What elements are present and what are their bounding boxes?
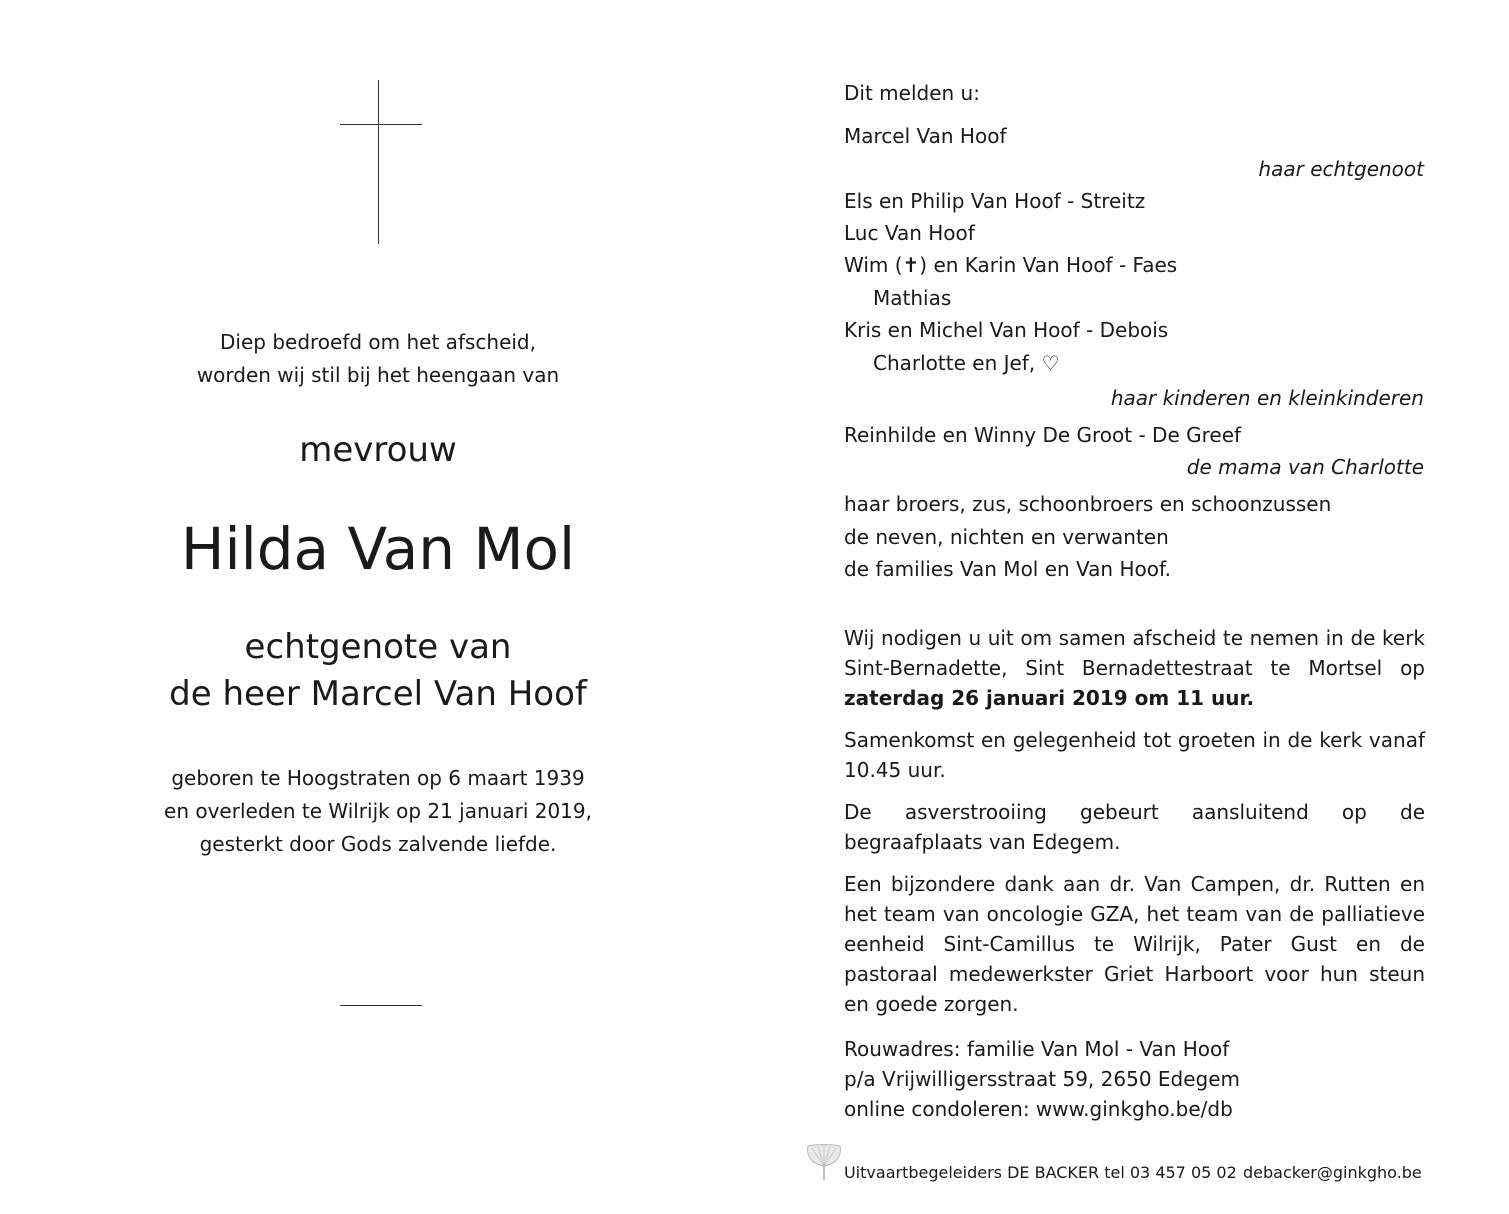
family-line: Luc Van Hoof [844,221,975,245]
sacrament-line: gesterkt door Gods zalvende liefde. [199,832,557,856]
spouse-text [130,624,626,718]
mama-role: de mama van Charlotte [1186,455,1424,479]
death-line: en overleden te Wilrijk op 21 januari 2019, [164,799,592,823]
scattering-paragraph: De asverstrooiing gebeurt aansluitend op de begraafplaats van Edegem. [844,800,1425,854]
funeral-company: Uitvaartbegeleiders DE BACKER tel 03 457 05 02 [844,1163,1237,1182]
invitation-date: zaterdag 26 januari 2019 om 11 uur. [844,686,1255,710]
family-line: Els en Philip Van Hoof - Streitz [844,189,1146,213]
thanks-paragraph: Een bijzondere dank aan dr. Van Campen, dr. Rutten en het team van oncologie GZA, het team van de palliatieve eenheid Sint-Camillus te Wilrijk, Pater Gust en de pastoraal medewerkster Griet Harboort voor hun steun en goede zorgen. [844,872,1425,1016]
relatives-line: de families Van Mol en Van Hoof. [844,557,1171,581]
address-line-1: Rouwadres: familie Van Mol - Van Hoof [844,1037,1230,1061]
relatives-line: de neven, nichten en verwanten [844,525,1169,549]
spouse-role: haar echtgenoot [1258,157,1424,181]
spouse-line-1: echtgenote van [244,627,512,667]
gathering-paragraph: Samenkomst en gelegenheid tot groeten in de kerk vanaf 10.45 uur. [844,728,1425,782]
life-dates [130,762,626,861]
birth-line: geboren te Hoogstraten op 6 maart 1939 [171,766,585,790]
family-line: Charlotte en Jef, ♡ [873,351,1060,375]
invitation-text: Wij nodigen u uit om samen afscheid te nemen in de kerk Sint-Bernadette, Sint Bernadettestraat te Mortsel op [844,626,1425,680]
address-line-3: online condoleren: www.ginkgho.be/db [844,1097,1233,1121]
relatives-line: haar broers, zus, schoonbroers en schoonzussen [844,492,1332,516]
title-prefix: mevrouw [299,430,457,470]
funeral-email: debacker@ginkgho.be [1243,1163,1422,1182]
intro-line-1: Diep bedroefd om het afscheid, [220,330,536,354]
family-line: Kris en Michel Van Hoof - Debois [844,318,1169,342]
divider [340,1005,422,1006]
deceased-name: Hilda Van Mol [180,515,576,583]
invitation-paragraph [844,623,1425,713]
family-line: Wim (✝) en Karin Van Hoof - Faes [844,253,1178,277]
children-role: haar kinderen en kleinkinderen [1110,386,1424,410]
intro-text [130,326,626,392]
intro-line-2: worden wij stil bij het heengaan van [196,363,560,387]
cross-icon-bar [340,124,422,125]
cross-icon [378,80,379,244]
ginkgo-leaf-icon [804,1140,844,1184]
announce-heading: Dit melden u: [844,81,980,105]
spouse-line-2: de heer Marcel Van Hoof [169,674,587,714]
spouse-name: Marcel Van Hoof [844,124,1007,148]
family-line: Mathias [873,286,952,310]
address-line-2: p/a Vrijwilligersstraat 59, 2650 Edegem [844,1067,1241,1091]
mama-names: Reinhilde en Winny De Groot - De Greef [844,423,1242,447]
